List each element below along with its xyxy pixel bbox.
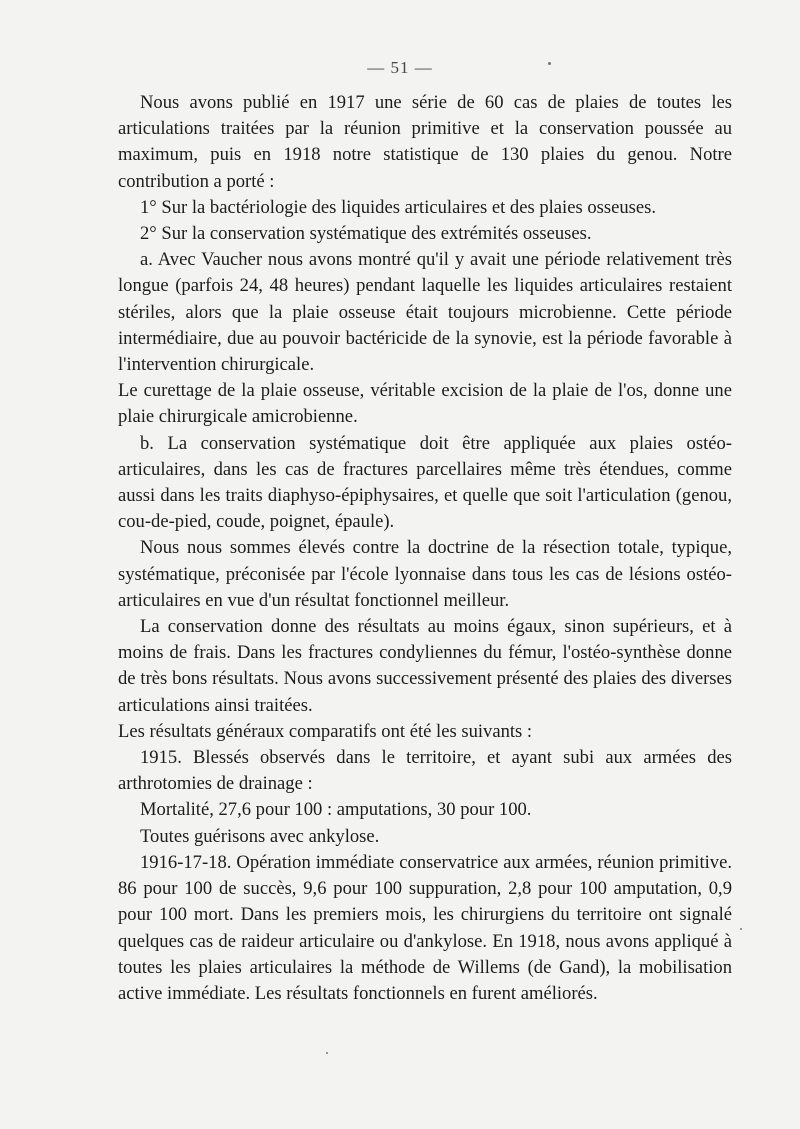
paragraph-intro: Nous avons publié en 1917 une série de 60 cas de plaies de toutes les articulations traitées par la réunion primitive et la conservation poussée au maximum, puis en 1918 notre statistique de 130 plaies du genou. Notre contribution a porté : [118,92,732,192]
paragraph-curettage: Le curettage de la plaie osseuse, véritable excision de la plaie de l'os, donne une plaie chirurgicale amicrobienne. [118,380,732,428]
paragraph-results-intro: Les résultats généraux comparatifs ont été les suivants : [118,720,533,742]
paragraph-point-a: a. Avec Vaucher nous avons montré qu'il y avait une période relativement très longue (parfois 24, 48 heures) pendant laquelle les liquides articulaires restaient stériles, alors que la plaie osseuse était toujours microbienne. Cette période intermédiaire, due au pouvoir bactéricide de la synovie, est la période favorable à l'intervention chirurgicale. [118,249,732,376]
paragraph-resection: Nous nous sommes élevés contre la doctrine de la résection totale, typique, systématique, préconisée par l'école lyonnaise dans tous les cas de lésions ostéo-articulaires en vue d'un résultat fonctionnel meilleur. [118,537,732,611]
paragraph-mortality: Mortalité, 27,6 pour 100 : amputations, 30 pour 100. [140,799,532,821]
paragraph-conservation: La conservation donne des résultats au moins égaux, sinon supérieurs, et à moins de frais. Dans les fractures condyliennes du fémur, l'ostéo-synthèse donne de très bons résultats. Nous avons successivement présenté des plaies des diverses articulations ainsi traitées. [118,616,732,716]
paragraph-ankylose: Toutes guérisons avec ankylose. [140,825,380,847]
paragraph-point-1: 1° Sur la bactériologie des liquides articulaires et des plaies osseuses. [140,196,657,218]
body-text [118,90,732,1007]
paper-speck [548,62,551,65]
paragraph-1916-18: 1916-17-18. Opération immédiate conservatrice aux armées, réunion primitive. 86 pour 100 de succès, 9,6 pour 100 suppuration, 2,8 pour 100 amputation, 0,9 pour 100 mort. Dans les premiers mois, les chirurgiens du territoire ont signalé quelques cas de raideur articulaire ou d'ankylose. En 1918, nous avons appliqué à toutes les plaies articulaires la méthode de Willems (de Gand), la mobilisation active immédiate. Les résultats fonctionnels en furent améliorés. [118,851,732,1004]
paper-speck [326,1052,328,1054]
paragraph-point-2: 2° Sur la conservation systématique des extrémités osseuses. [140,223,592,245]
paper-speck [740,928,742,930]
paragraph-1915: 1915. Blessés observés dans le territoire, et ayant subi aux armées des arthrotomies de drainage : [118,747,732,795]
paragraph-point-b: b. La conservation systématique doit être appliquée aux plaies ostéo-articulaires, dans les cas de fractures parcellaires même très étendues, comme aussi dans les traits diaphyso-épiphysaires, et quelle que soit l'articulation (genou, cou-de-pied, coude, poignet, épaule). [118,432,732,533]
page-number: — 51 — [367,58,433,77]
